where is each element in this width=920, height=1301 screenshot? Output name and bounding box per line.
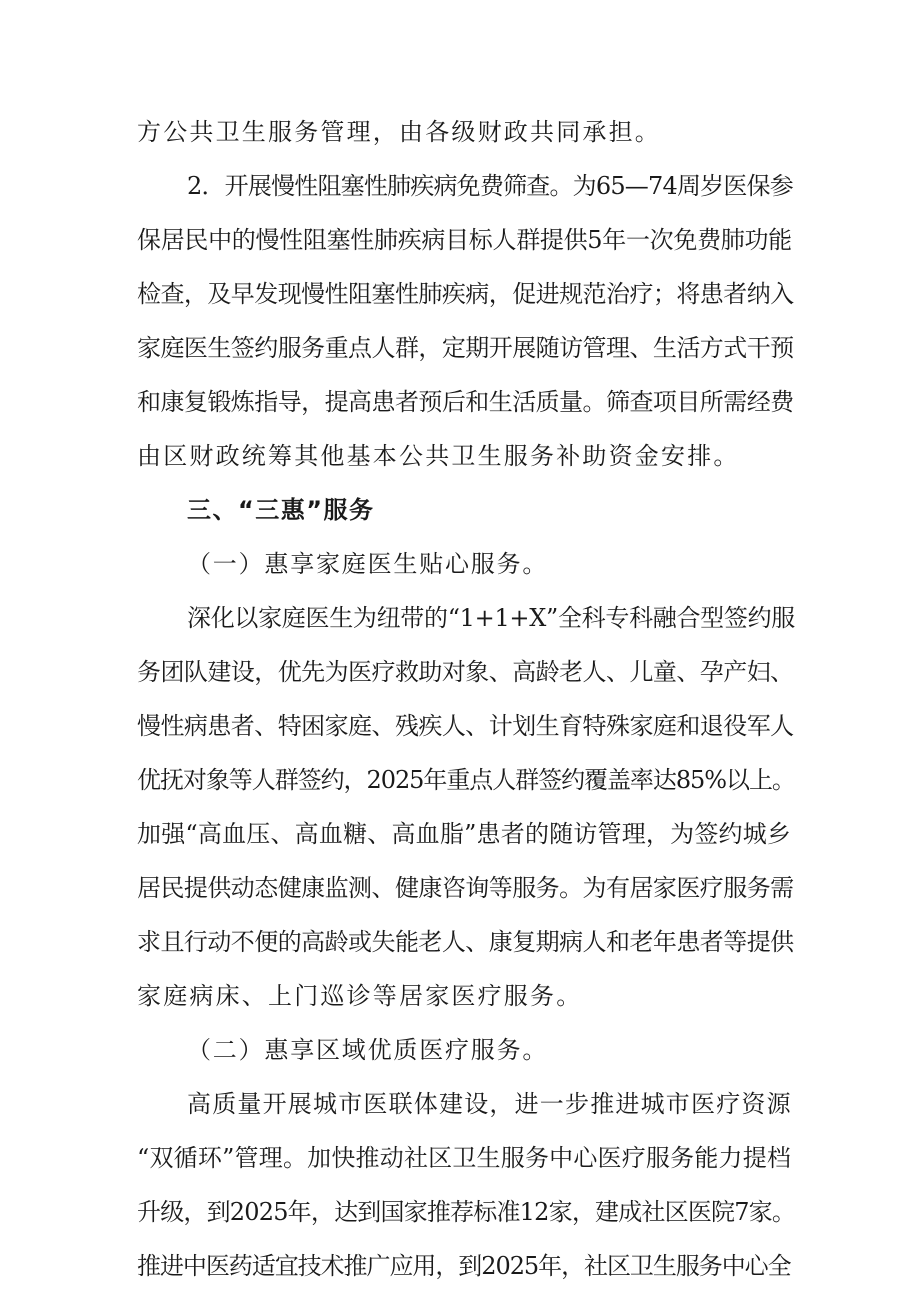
body-text-line: 方公共卫生服务管理，由各级财政共同承担。 <box>137 118 661 146</box>
body-text-line: 高质量开展城市医联体建设，进一步推进城市医疗资源 <box>187 1090 792 1118</box>
body-text-line: 家庭医生签约服务重点人群，定期开展随访管理、生活方式干预 <box>137 334 794 362</box>
body-text-line: 优抚对象等人群签约，2025年重点人群签约覆盖率达85%以上。 <box>137 766 795 794</box>
body-text-line: 保居民中的慢性阻塞性肺疾病目标人群提供5年一次免费肺功能 <box>137 226 792 254</box>
body-text-line: 居民提供动态健康监测、健康咨询等服务。为有居家医疗服务需 <box>137 874 794 902</box>
body-text-line: 家庭病床、上门巡诊等居家医疗服务。 <box>137 982 583 1010</box>
body-text-line: “双循环”管理。加快推动社区卫生服务中心医疗服务能力提档 <box>137 1144 792 1172</box>
body-text-line: 慢性病患者、特困家庭、残疾人、计划生育特殊家庭和退役军人 <box>137 712 794 740</box>
body-text-line: 2．开展慢性阻塞性肺疾病免费筛查。为65—74周岁医保参 <box>187 172 793 200</box>
body-text-line: 和康复锻炼指导，提高患者预后和生活质量。筛查项目所需经费 <box>137 388 794 416</box>
body-text-line: 升级，到2025年，达到国家推荐标准12家，建成社区医院7家。 <box>137 1198 796 1226</box>
section-heading: 三、“三惠”服务 <box>187 496 375 524</box>
body-text-line: 深化以家庭医生为纽带的“1+1+X”全科专科融合型签约服 <box>187 604 795 632</box>
body-text-line: 务团队建设，优先为医疗救助对象、高龄老人、儿童、孕产妇、 <box>137 658 794 686</box>
subsection-heading: （一）惠享家庭医生贴心服务。 <box>187 550 549 578</box>
body-text-line: 加强“高血压、高血糖、高血脂”患者的随访管理，为签约城乡 <box>137 820 792 848</box>
body-text-line: 求且行动不便的高龄或失能老人、康复期病人和老年患者等提供 <box>137 928 794 956</box>
body-text-line: 由区财政统筹其他基本公共卫生服务补助资金安排。 <box>137 442 740 470</box>
subsection-heading: （二）惠享区域优质医疗服务。 <box>187 1036 549 1064</box>
body-text-line: 推进中医药适宜技术推广应用，到2025年，社区卫生服务中心全 <box>137 1252 791 1280</box>
body-text-line: 检查，及早发现慢性阻塞性肺疾病，促进规范治疗；将患者纳入 <box>137 280 794 308</box>
